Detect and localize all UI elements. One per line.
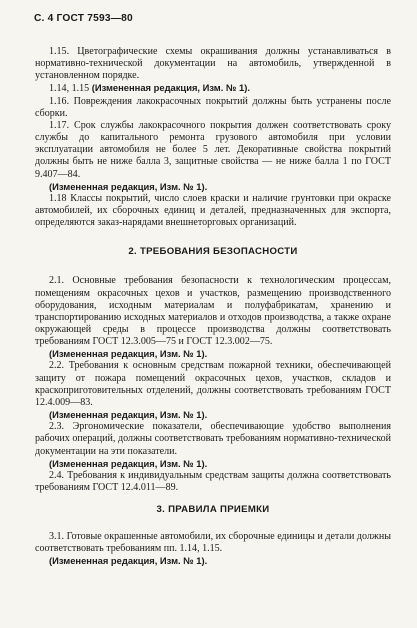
change-note: (Измененная редакция, Изм. № 1). — [49, 409, 208, 421]
paragraph-2-1: 2.1. Основные требования безопасности к технологическим процессам, помещениям окрасочных цехов и участков, размещению производственного оборудования, исходным материалам и полуфабрикатам, хранению и транспортированию исходных материалов и отходов производства, а также охране окружающей среды в процессе производства должны соответствовать требованиям ГОСТ 12.3.005—75 и ГОСТ 12.3.002—75. — [35, 275, 391, 348]
change-note: (Измененная редакция, Изм. № 1). — [49, 555, 208, 567]
paragraph-1-14-1-15-note — [35, 82, 391, 95]
change-note: (Измененная редакция, Изм. № 1). — [49, 348, 208, 360]
clause-numbers: 1.14, 1.15 — [49, 83, 90, 95]
page-header: С. 4 ГОСТ 7593—80 — [34, 13, 133, 24]
paragraph-3-1: 3.1. Готовые окрашенные автомобили, их сборочные единицы и детали должны соответствовать требованиям пп. 1.14, 1.15. — [35, 531, 391, 555]
paragraph-2-4: 2.4. Требования к индивидуальным средствам защиты должна соответствовать требованиям ГОСТ 12.4.011—89. — [35, 469, 391, 493]
section-3-title: 3. ПРАВИЛА ПРИЕМКИ — [156, 504, 270, 516]
section-2-title: 2. ТРЕБОВАНИЯ БЕЗОПАСНОСТИ — [128, 246, 298, 258]
paragraph-1-16: 1.16. Повреждения лакокрасочных покрытий должны быть устранены после сборки. — [35, 95, 391, 119]
paragraph-2-3: 2.3. Эргономические показатели, обеспечивающие удобство выполнения рабочих операций, должны соответствовать требованиям нормативно-технической документации на эти показатели. — [35, 421, 391, 457]
paragraph-1-17: 1.17. Срок службы лакокрасочного покрытия должен соответствовать сроку службы до капитального ремонта грузового автомобиля при условии эксплуатации автомобиля не более 5 лет. Декоративные свойства покрытий должны быть не ниже балла 3, защитные свойства — не ниже балла 1 по ГОСТ 9.407—84. — [35, 119, 391, 180]
paragraph-1-18: 1.18 Классы покрытий, число слоев краски и наличие грунтовки при окраске автомобилей, их сборочных единиц и деталей, предназначенных для экспорта, определяются заказ-нарядами внешнеторговых организаций. — [35, 192, 391, 229]
change-note: (Измененная редакция, Изм. № 1). — [49, 457, 208, 469]
change-note: (Измененная редакция, Изм. № 1). — [49, 180, 208, 192]
paragraph-1-15: 1.15. Цветографические схемы окрашивания должны устанавливаться в нормативно-технической документации на автомобиль, утвержденной в установленном порядке. — [35, 46, 391, 82]
paragraph-2-2: 2.2. Требования к основным средствам пожарной техники, обеспечивающей защиту от пожара помещений окрасочных цехов, участков, складов и краскоприготовительных отделений, должны соответствовать требованиям ГОСТ 12.4.009—83. — [35, 360, 391, 408]
change-note: (Измененная редакция, Изм. № 1). — [91, 82, 250, 94]
